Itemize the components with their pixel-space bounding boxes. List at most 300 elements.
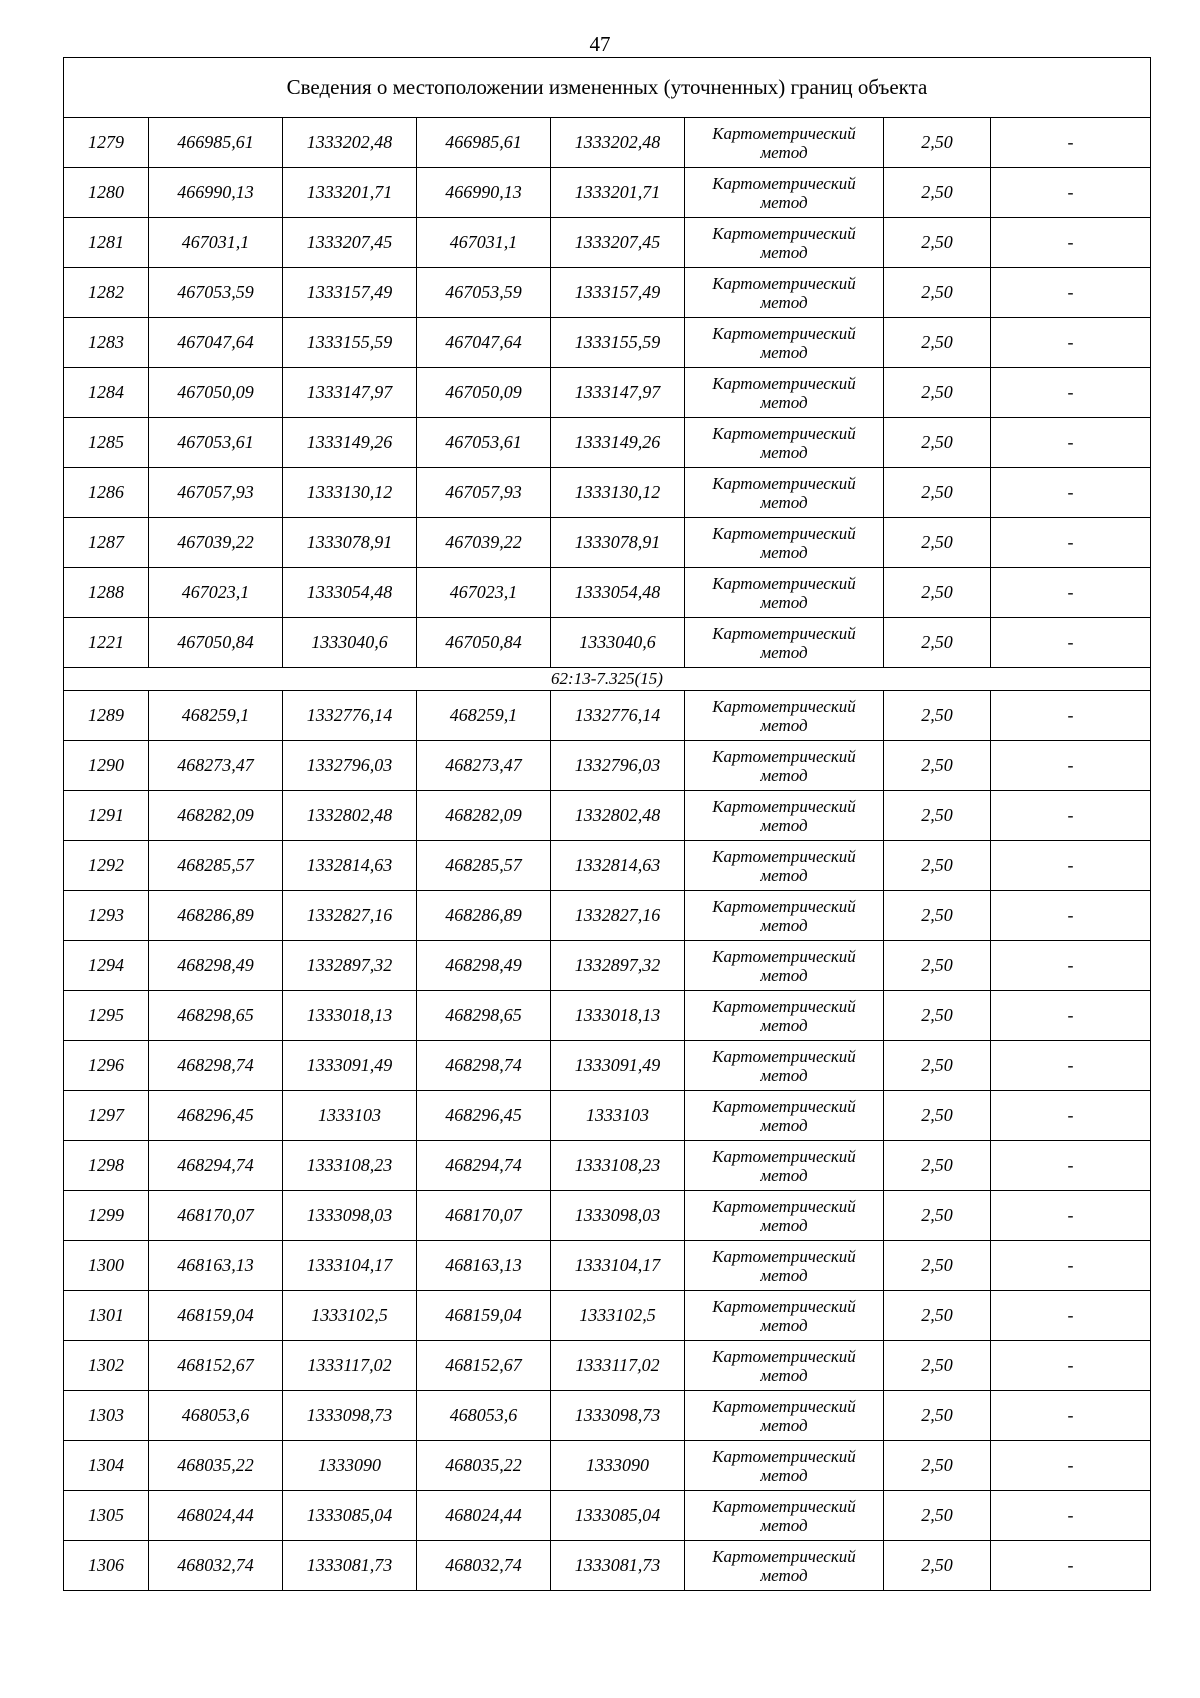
method-cell [685, 841, 884, 891]
accuracy-cell: 2,50 [884, 1291, 991, 1341]
x-coord-new-cell: 468294,74 [417, 1141, 551, 1191]
dash-cell: - [991, 1241, 1151, 1291]
section-row [64, 668, 1151, 691]
y-coord-new-cell: 1332827,16 [551, 891, 685, 941]
table-row [64, 418, 1151, 468]
table-row [64, 991, 1151, 1041]
method-line1: Картометрический [712, 1446, 856, 1466]
x-coord-new-cell: 468298,65 [417, 991, 551, 1041]
point-number-cell: 1293 [64, 891, 149, 941]
y-coord-new-cell: 1333202,48 [551, 118, 685, 168]
x-coord-new-cell: 468170,07 [417, 1191, 551, 1241]
table-row [64, 1041, 1151, 1091]
method-cell [685, 268, 884, 318]
point-number-cell: 1289 [64, 691, 149, 741]
method-line2: метод [760, 1115, 808, 1135]
method-line2: метод [760, 542, 808, 562]
accuracy-cell: 2,50 [884, 1391, 991, 1441]
method-line2: метод [760, 915, 808, 935]
accuracy-cell: 2,50 [884, 518, 991, 568]
table-row [64, 118, 1151, 168]
table-row [64, 1391, 1151, 1441]
dash-cell: - [991, 568, 1151, 618]
page-number: 47 [589, 32, 611, 56]
point-number-cell: 1286 [64, 468, 149, 518]
method-line1: Картометрический [712, 1396, 856, 1416]
table-row [64, 1491, 1151, 1541]
dash-cell: - [991, 1291, 1151, 1341]
dash-cell: - [991, 691, 1151, 741]
y-coord-new-cell: 1333147,97 [551, 368, 685, 418]
table-row [64, 691, 1151, 741]
method-line2: метод [760, 292, 808, 312]
table-row [64, 618, 1151, 668]
point-number-cell: 1288 [64, 568, 149, 618]
accuracy-cell: 2,50 [884, 1041, 991, 1091]
y-coord-new-cell: 1332796,03 [551, 741, 685, 791]
y-coord-old-cell: 1333202,48 [283, 118, 417, 168]
x-coord-new-cell: 467053,59 [417, 268, 551, 318]
point-number-cell: 1292 [64, 841, 149, 891]
method-cell [685, 518, 884, 568]
method-cell [685, 218, 884, 268]
method-line2: метод [760, 1215, 808, 1235]
point-number-cell: 1303 [64, 1391, 149, 1441]
accuracy-cell: 2,50 [884, 1341, 991, 1391]
accuracy-cell: 2,50 [884, 1441, 991, 1491]
method-line2: метод [760, 1565, 808, 1585]
method-line1: Картометрический [712, 1546, 856, 1566]
accuracy-cell: 2,50 [884, 1541, 991, 1591]
x-coord-old-cell: 467050,84 [149, 618, 283, 668]
point-number-cell: 1221 [64, 618, 149, 668]
accuracy-cell: 2,50 [884, 741, 991, 791]
dash-cell: - [991, 841, 1151, 891]
x-coord-old-cell: 466985,61 [149, 118, 283, 168]
method-line1: Картометрический [712, 946, 856, 966]
y-coord-new-cell: 1333157,49 [551, 268, 685, 318]
method-cell [685, 1291, 884, 1341]
y-coord-new-cell: 1333103 [551, 1091, 685, 1141]
y-coord-new-cell: 1333102,5 [551, 1291, 685, 1341]
x-coord-old-cell: 466990,13 [149, 168, 283, 218]
x-coord-old-cell: 468163,13 [149, 1241, 283, 1291]
x-coord-old-cell: 468294,74 [149, 1141, 283, 1191]
table-row [64, 791, 1151, 841]
method-line1: Картометрический [712, 173, 856, 193]
dash-cell: - [991, 991, 1151, 1041]
point-number-cell: 1279 [64, 118, 149, 168]
method-line1: Картометрический [712, 473, 856, 493]
table-row [64, 168, 1151, 218]
accuracy-cell: 2,50 [884, 318, 991, 368]
method-cell [685, 891, 884, 941]
method-cell [685, 991, 884, 1041]
method-line1: Картометрический [712, 1246, 856, 1266]
y-coord-old-cell: 1333104,17 [283, 1241, 417, 1291]
x-coord-old-cell: 467039,22 [149, 518, 283, 568]
method-cell [685, 1191, 884, 1241]
x-coord-old-cell: 468259,1 [149, 691, 283, 741]
point-number-cell: 1282 [64, 268, 149, 318]
table-row [64, 741, 1151, 791]
y-coord-new-cell: 1333085,04 [551, 1491, 685, 1541]
x-coord-old-cell: 467057,93 [149, 468, 283, 518]
y-coord-new-cell: 1333155,59 [551, 318, 685, 368]
x-coord-new-cell: 467031,1 [417, 218, 551, 268]
method-line2: метод [760, 142, 808, 162]
accuracy-cell: 2,50 [884, 791, 991, 841]
table-row [64, 368, 1151, 418]
method-cell [685, 691, 884, 741]
method-line1: Картометрический [712, 623, 856, 643]
y-coord-old-cell: 1333130,12 [283, 468, 417, 518]
x-coord-new-cell: 467057,93 [417, 468, 551, 518]
x-coord-old-cell: 467047,64 [149, 318, 283, 368]
y-coord-old-cell: 1333149,26 [283, 418, 417, 468]
table-row [64, 1241, 1151, 1291]
method-line2: метод [760, 1365, 808, 1385]
method-line2: метод [760, 1165, 808, 1185]
x-coord-new-cell: 468159,04 [417, 1291, 551, 1341]
table-row [64, 1441, 1151, 1491]
method-line1: Картометрический [712, 273, 856, 293]
table-row [64, 1091, 1151, 1141]
method-line2: метод [760, 592, 808, 612]
dash-cell: - [991, 1441, 1151, 1491]
accuracy-cell: 2,50 [884, 168, 991, 218]
point-number-cell: 1294 [64, 941, 149, 991]
accuracy-cell: 2,50 [884, 841, 991, 891]
x-coord-new-cell: 468286,89 [417, 891, 551, 941]
point-number-cell: 1305 [64, 1491, 149, 1541]
y-coord-new-cell: 1332814,63 [551, 841, 685, 891]
y-coord-old-cell: 1333157,49 [283, 268, 417, 318]
x-coord-new-cell: 468053,6 [417, 1391, 551, 1441]
section-label: 62:13-7.325(15) [64, 668, 1151, 691]
accuracy-cell: 2,50 [884, 368, 991, 418]
method-line2: метод [760, 1515, 808, 1535]
y-coord-new-cell: 1333108,23 [551, 1141, 685, 1191]
table-row [64, 841, 1151, 891]
method-cell [685, 1541, 884, 1591]
y-coord-new-cell: 1332897,32 [551, 941, 685, 991]
table-row [64, 518, 1151, 568]
dash-cell: - [991, 941, 1151, 991]
point-number-cell: 1306 [64, 1541, 149, 1591]
x-coord-new-cell: 468032,74 [417, 1541, 551, 1591]
y-coord-new-cell: 1333078,91 [551, 518, 685, 568]
method-line2: метод [760, 192, 808, 212]
method-cell [685, 468, 884, 518]
x-coord-old-cell: 468286,89 [149, 891, 283, 941]
y-coord-old-cell: 1333103 [283, 1091, 417, 1141]
x-coord-new-cell: 468163,13 [417, 1241, 551, 1291]
table-row [64, 1541, 1151, 1591]
x-coord-old-cell: 468053,6 [149, 1391, 283, 1441]
accuracy-cell: 2,50 [884, 1091, 991, 1141]
dash-cell: - [991, 1541, 1151, 1591]
method-line2: метод [760, 1015, 808, 1035]
method-line1: Картометрический [712, 223, 856, 243]
x-coord-new-cell: 467050,84 [417, 618, 551, 668]
x-coord-new-cell: 468024,44 [417, 1491, 551, 1541]
accuracy-cell: 2,50 [884, 891, 991, 941]
y-coord-new-cell: 1333207,45 [551, 218, 685, 268]
point-number-cell: 1301 [64, 1291, 149, 1341]
x-coord-new-cell: 466985,61 [417, 118, 551, 168]
point-number-cell: 1296 [64, 1041, 149, 1091]
method-line2: метод [760, 715, 808, 735]
y-coord-old-cell: 1333108,23 [283, 1141, 417, 1191]
y-coord-old-cell: 1332814,63 [283, 841, 417, 891]
x-coord-new-cell: 468296,45 [417, 1091, 551, 1141]
y-coord-old-cell: 1333090 [283, 1441, 417, 1491]
method-line1: Картометрический [712, 123, 856, 143]
x-coord-old-cell: 468024,44 [149, 1491, 283, 1541]
y-coord-old-cell: 1333155,59 [283, 318, 417, 368]
x-coord-new-cell: 468035,22 [417, 1441, 551, 1491]
point-number-cell: 1299 [64, 1191, 149, 1241]
x-coord-old-cell: 468273,47 [149, 741, 283, 791]
y-coord-old-cell: 1333102,5 [283, 1291, 417, 1341]
point-number-cell: 1298 [64, 1141, 149, 1191]
dash-cell: - [991, 891, 1151, 941]
dash-cell: - [991, 1041, 1151, 1091]
y-coord-new-cell: 1333130,12 [551, 468, 685, 518]
x-coord-new-cell: 468282,09 [417, 791, 551, 841]
x-coord-old-cell: 468170,07 [149, 1191, 283, 1241]
method-line2: метод [760, 965, 808, 985]
accuracy-cell: 2,50 [884, 618, 991, 668]
point-number-cell: 1291 [64, 791, 149, 841]
y-coord-old-cell: 1333054,48 [283, 568, 417, 618]
method-line1: Картометрический [712, 373, 856, 393]
table-row [64, 318, 1151, 368]
x-coord-new-cell: 468152,67 [417, 1341, 551, 1391]
y-coord-new-cell: 1333054,48 [551, 568, 685, 618]
method-line1: Картометрический [712, 523, 856, 543]
table-title-row [64, 58, 1151, 118]
point-number-cell: 1285 [64, 418, 149, 468]
method-cell [685, 1241, 884, 1291]
y-coord-old-cell: 1333040,6 [283, 618, 417, 668]
table-row [64, 218, 1151, 268]
y-coord-new-cell: 1333149,26 [551, 418, 685, 468]
method-line2: метод [760, 1465, 808, 1485]
y-coord-new-cell: 1333040,6 [551, 618, 685, 668]
y-coord-new-cell: 1332776,14 [551, 691, 685, 741]
dash-cell: - [991, 318, 1151, 368]
y-coord-old-cell: 1333078,91 [283, 518, 417, 568]
accuracy-cell: 2,50 [884, 418, 991, 468]
accuracy-cell: 2,50 [884, 1491, 991, 1541]
x-coord-old-cell: 467050,09 [149, 368, 283, 418]
dash-cell: - [991, 1341, 1151, 1391]
y-coord-old-cell: 1333018,13 [283, 991, 417, 1041]
table-body [64, 58, 1151, 1591]
method-line2: метод [760, 865, 808, 885]
accuracy-cell: 2,50 [884, 568, 991, 618]
dash-cell: - [991, 168, 1151, 218]
method-line1: Картометрический [712, 1496, 856, 1516]
y-coord-new-cell: 1333117,02 [551, 1341, 685, 1391]
x-coord-new-cell: 466990,13 [417, 168, 551, 218]
x-coord-old-cell: 468298,49 [149, 941, 283, 991]
x-coord-new-cell: 468285,57 [417, 841, 551, 891]
method-line1: Картометрический [712, 796, 856, 816]
method-line2: метод [760, 442, 808, 462]
y-coord-new-cell: 1332802,48 [551, 791, 685, 841]
x-coord-old-cell: 468152,67 [149, 1341, 283, 1391]
y-coord-new-cell: 1333201,71 [551, 168, 685, 218]
method-line2: метод [760, 492, 808, 512]
x-coord-new-cell: 467050,09 [417, 368, 551, 418]
table-row [64, 1341, 1151, 1391]
table-row [64, 891, 1151, 941]
table-row [64, 1191, 1151, 1241]
table-title: Сведения о местоположении измененных (уточненных) границ объекта [64, 58, 1151, 118]
y-coord-new-cell: 1333090 [551, 1441, 685, 1491]
method-line2: метод [760, 1315, 808, 1335]
method-line2: метод [760, 1265, 808, 1285]
y-coord-old-cell: 1333207,45 [283, 218, 417, 268]
accuracy-cell: 2,50 [884, 691, 991, 741]
y-coord-old-cell: 1332802,48 [283, 791, 417, 841]
point-number-cell: 1300 [64, 1241, 149, 1291]
method-line2: метод [760, 765, 808, 785]
y-coord-old-cell: 1332796,03 [283, 741, 417, 791]
accuracy-cell: 2,50 [884, 218, 991, 268]
x-coord-old-cell: 468285,57 [149, 841, 283, 891]
y-coord-old-cell: 1333081,73 [283, 1541, 417, 1591]
x-coord-new-cell: 468259,1 [417, 691, 551, 741]
method-line2: метод [760, 1065, 808, 1085]
table-row [64, 468, 1151, 518]
method-line1: Картометрический [712, 996, 856, 1016]
dash-cell: - [991, 791, 1151, 841]
x-coord-old-cell: 467053,61 [149, 418, 283, 468]
y-coord-old-cell: 1332897,32 [283, 941, 417, 991]
method-line1: Картометрический [712, 746, 856, 766]
dash-cell: - [991, 741, 1151, 791]
point-number-cell: 1283 [64, 318, 149, 368]
method-line1: Картометрический [712, 323, 856, 343]
x-coord-old-cell: 467023,1 [149, 568, 283, 618]
method-cell [685, 941, 884, 991]
method-line1: Картометрический [712, 846, 856, 866]
point-number-cell: 1280 [64, 168, 149, 218]
method-line2: метод [760, 242, 808, 262]
table-row [64, 268, 1151, 318]
method-line1: Картометрический [712, 1346, 856, 1366]
accuracy-cell: 2,50 [884, 941, 991, 991]
method-line1: Картометрический [712, 696, 856, 716]
dash-cell: - [991, 218, 1151, 268]
point-number-cell: 1284 [64, 368, 149, 418]
method-cell [685, 418, 884, 468]
point-number-cell: 1295 [64, 991, 149, 1041]
x-coord-new-cell: 467047,64 [417, 318, 551, 368]
dash-cell: - [991, 268, 1151, 318]
accuracy-cell: 2,50 [884, 268, 991, 318]
method-line1: Картометрический [712, 1096, 856, 1116]
x-coord-new-cell: 468298,74 [417, 1041, 551, 1091]
x-coord-old-cell: 468035,22 [149, 1441, 283, 1491]
method-cell [685, 791, 884, 841]
x-coord-old-cell: 468282,09 [149, 791, 283, 841]
method-line2: метод [760, 342, 808, 362]
y-coord-old-cell: 1333201,71 [283, 168, 417, 218]
accuracy-cell: 2,50 [884, 1191, 991, 1241]
method-cell [685, 368, 884, 418]
table-row [64, 941, 1151, 991]
x-coord-old-cell: 468296,45 [149, 1091, 283, 1141]
dash-cell: - [991, 368, 1151, 418]
y-coord-new-cell: 1333098,03 [551, 1191, 685, 1241]
y-coord-old-cell: 1333147,97 [283, 368, 417, 418]
method-line1: Картометрический [712, 1296, 856, 1316]
method-cell [685, 568, 884, 618]
y-coord-old-cell: 1333085,04 [283, 1491, 417, 1541]
point-number-cell: 1304 [64, 1441, 149, 1491]
method-line1: Картометрический [712, 573, 856, 593]
x-coord-old-cell: 468298,74 [149, 1041, 283, 1091]
dash-cell: - [991, 418, 1151, 468]
method-cell [685, 618, 884, 668]
dash-cell: - [991, 1491, 1151, 1541]
y-coord-old-cell: 1333098,03 [283, 1191, 417, 1241]
x-coord-new-cell: 467023,1 [417, 568, 551, 618]
x-coord-new-cell: 468273,47 [417, 741, 551, 791]
method-line2: метод [760, 392, 808, 412]
dash-cell: - [991, 118, 1151, 168]
x-coord-new-cell: 467053,61 [417, 418, 551, 468]
x-coord-old-cell: 467031,1 [149, 218, 283, 268]
y-coord-new-cell: 1333091,49 [551, 1041, 685, 1091]
method-line2: метод [760, 642, 808, 662]
method-line1: Картометрический [712, 1146, 856, 1166]
y-coord-old-cell: 1332776,14 [283, 691, 417, 741]
point-number-cell: 1290 [64, 741, 149, 791]
method-line2: метод [760, 815, 808, 835]
method-cell [685, 1341, 884, 1391]
accuracy-cell: 2,50 [884, 991, 991, 1041]
accuracy-cell: 2,50 [884, 1141, 991, 1191]
coordinates-table [63, 57, 1151, 1591]
point-number-cell: 1281 [64, 218, 149, 268]
method-line1: Картометрический [712, 1046, 856, 1066]
method-cell [685, 168, 884, 218]
x-coord-new-cell: 467039,22 [417, 518, 551, 568]
dash-cell: - [991, 1091, 1151, 1141]
table-row [64, 568, 1151, 618]
accuracy-cell: 2,50 [884, 118, 991, 168]
method-line1: Картометрический [712, 1196, 856, 1216]
dash-cell: - [991, 1191, 1151, 1241]
point-number-cell: 1302 [64, 1341, 149, 1391]
point-number-cell: 1297 [64, 1091, 149, 1141]
dash-cell: - [991, 1391, 1151, 1441]
method-cell [685, 1491, 884, 1541]
x-coord-old-cell: 467053,59 [149, 268, 283, 318]
accuracy-cell: 2,50 [884, 1241, 991, 1291]
accuracy-cell: 2,50 [884, 468, 991, 518]
method-cell [685, 1091, 884, 1141]
table-row [64, 1141, 1151, 1191]
y-coord-old-cell: 1333098,73 [283, 1391, 417, 1441]
x-coord-new-cell: 468298,49 [417, 941, 551, 991]
